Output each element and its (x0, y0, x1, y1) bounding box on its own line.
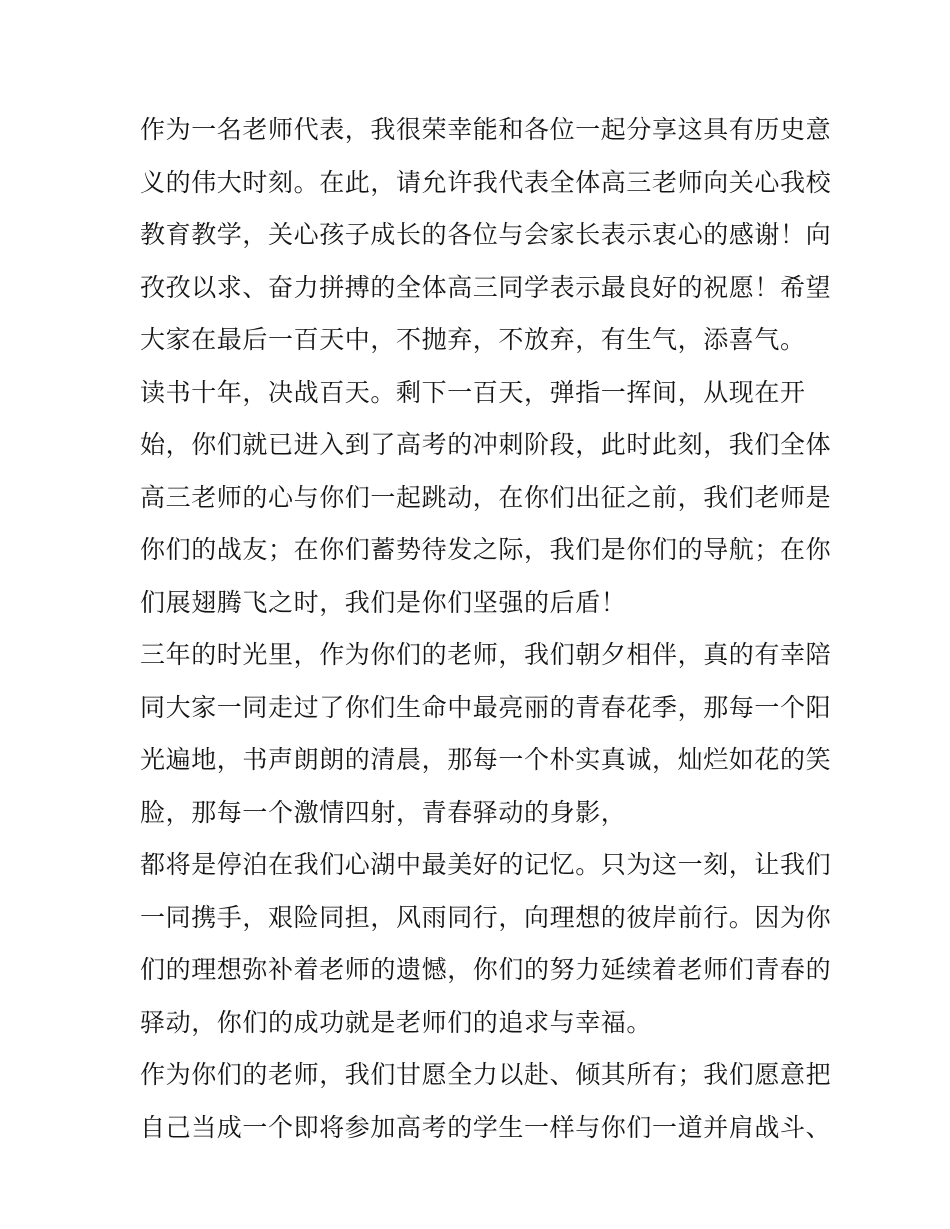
text-line: 读书十年，决战百天。剩下一百天，弹指一挥间，从现在开 (140, 377, 806, 407)
text-line: 光遍地，书声朗朗的清晨，那每一个朴实真诚，灿烂如花的笑 (140, 745, 832, 774)
text-line: 作为一名老师代表，我很荣幸能和各位一起分享这具有历史意 (140, 115, 832, 144)
text-line: 教育教学，关心孩子成长的各位与会家长表示衷心的感谢！向 (140, 220, 832, 249)
text-line: 们的理想弥补着老师的遗憾，你们的努力延续着老师们青春的 (140, 955, 832, 984)
text-line: 你们的战友；在你们蓄势待发之际，我们是你们的导航；在你 (140, 535, 832, 564)
text-line: 三年的时光里，作为你们的老师，我们朝夕相伴，真的有幸陪 (140, 640, 832, 669)
text-line: 驿动，你们的成功就是老师们的追求与幸福。 (140, 1007, 653, 1037)
text-line: 一同携手，艰险同担，风雨同行，向理想的彼岸前行。因为你 (140, 902, 832, 932)
text-line: 高三老师的心与你们一起跳动，在你们出征之前，我们老师是 (140, 482, 832, 512)
text-line: 都将是停泊在我们心湖中最美好的记忆。只为这一刻，让我们 (140, 850, 832, 879)
text-line: 始，你们就已进入到了高考的冲刺阶段，此时此刻，我们全体 (140, 430, 832, 459)
text-line: 义的伟大时刻。在此，请允许我代表全体高三老师向关心我校 (140, 167, 832, 197)
text-line: 们展翅腾飞之时，我们是你们坚强的后盾！ (140, 587, 627, 617)
text-line: 同大家一同走过了你们生命中最亮丽的青春花季，那每一个阳 (140, 692, 832, 722)
text-line: 孜孜以求、奋力拼搏的全体高三同学表示最良好的祝愿！希望 (140, 272, 832, 302)
text-line: 自己当成一个即将参加高考的学生一样与你们一道并肩战斗、 (140, 1112, 832, 1142)
text-line: 作为你们的老师，我们甘愿全力以赴、倾其所有；我们愿意把 (140, 1060, 832, 1089)
text-line: 大家在最后一百天中，不抛弃，不放弃，有生气，添喜气。 (140, 325, 806, 354)
body-text (140, 104, 832, 1154)
text-line: 脸，那每一个激情四射，青春驿动的身影， (140, 797, 627, 827)
